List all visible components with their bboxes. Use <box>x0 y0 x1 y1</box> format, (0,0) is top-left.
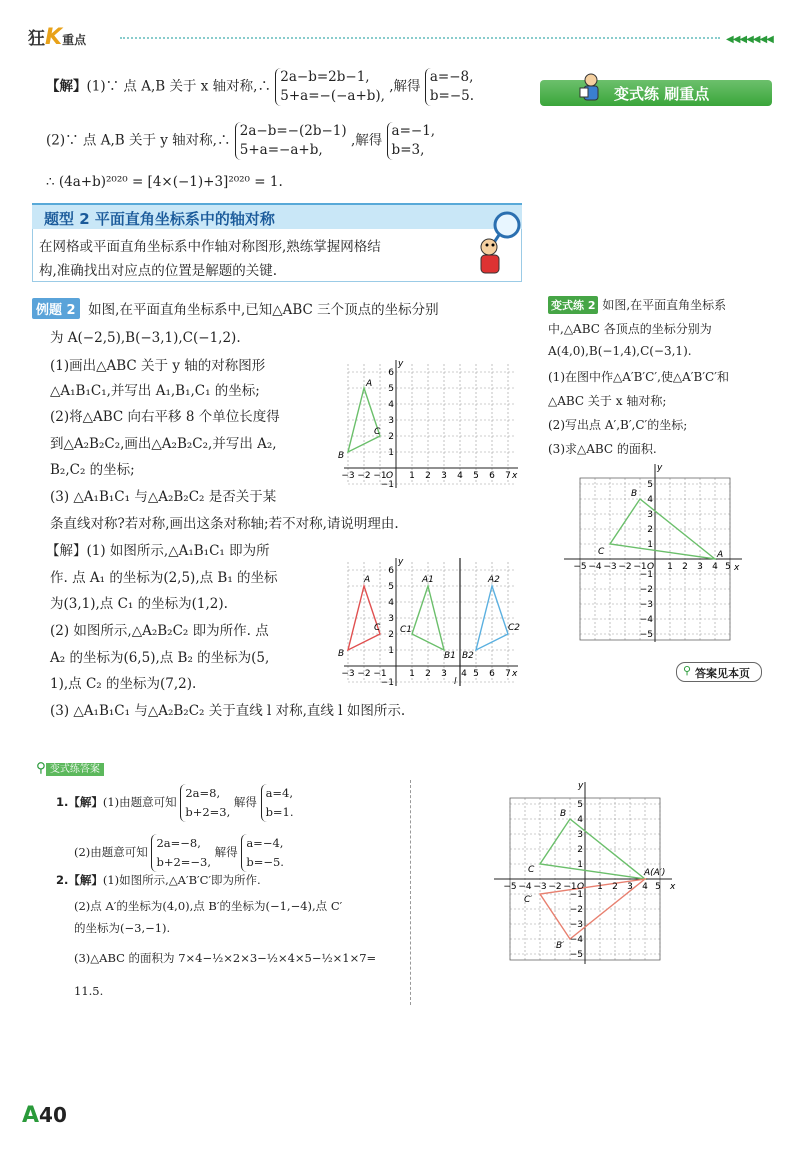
solution-line-3: ∴ (4a+b)²⁰²⁰ = [4×(−1)+3]²⁰²⁰ = 1. <box>46 174 283 190</box>
y-tick: −4 <box>569 935 583 945</box>
variant-2-tag: 变式练 2 <box>548 296 598 314</box>
solution-line-2: (2)∵ 点 A,B 关于 y 轴对称,∴ 2a−b=−(2b−1) 5+a=−a+b, ,解得 a=−1, b=3, <box>46 123 436 158</box>
point-label-A: A <box>366 379 373 389</box>
x-tick: 1 <box>409 669 415 679</box>
y-tick: 1 <box>388 646 394 656</box>
graph-example-2-question <box>334 358 524 488</box>
pin-icon: ⚲ <box>36 760 46 776</box>
point-label-B-prime: B′ <box>556 941 565 951</box>
x-tick: 6 <box>489 669 495 679</box>
example-2-line-4: (2)将△ABC 向右平移 8 个单位长度得 <box>50 409 280 425</box>
x-tick: −1 <box>373 471 387 481</box>
example-2-solution-3: (2) 如图所示,△A₂B₂C₂ 即为所作. 点 <box>50 623 269 639</box>
x-tick: 2 <box>425 669 431 679</box>
point-label-B: B <box>338 451 345 461</box>
y-tick: 4 <box>388 598 394 608</box>
y-tick: 4 <box>647 495 653 505</box>
graph-example-2-solution <box>334 556 524 686</box>
y-tick: 5 <box>577 800 583 810</box>
y-tick: 2 <box>388 630 394 640</box>
variant-2-line-5: (2)写出点 A′,B′,C′的坐标; <box>548 418 688 432</box>
point-label-A: A <box>717 550 724 560</box>
line-label-l: l <box>454 677 457 686</box>
point-label-B: B <box>338 649 345 659</box>
variant-2-line-2: A(4,0),B(−1,4),C(−3,1). <box>548 344 692 358</box>
point-label-C: C <box>374 427 381 437</box>
axis-label-y: y <box>578 781 584 791</box>
y-tick: 2 <box>577 845 583 855</box>
tip-line-2: 构,准确找出对应点的位置是解题的关键. <box>39 263 278 279</box>
student-figure-icon <box>578 72 604 104</box>
point-label-A2: A2 <box>488 575 500 585</box>
example-2-solution-2: 为(3,1),点 C₁ 的坐标为(1,2). <box>50 596 228 612</box>
y-tick: 6 <box>388 368 394 378</box>
y-tick: −1 <box>380 480 394 488</box>
x-tick: −4 <box>518 882 532 892</box>
y-tick: −3 <box>569 920 583 930</box>
origin-label: O <box>386 471 394 481</box>
graph-variant-2-answer <box>494 776 684 966</box>
x-tick: 1 <box>597 882 603 892</box>
x-tick: 5 <box>655 882 661 892</box>
origin-label: O <box>647 562 655 572</box>
answer-2-line-1: 2.【解】(1)如图所示,△A′B′C′即为所作. <box>56 873 261 887</box>
x-tick: −1 <box>563 882 577 892</box>
point-label-A1: A1 <box>422 575 434 585</box>
x-tick: 1 <box>409 471 415 481</box>
origin-label: O <box>577 882 585 892</box>
y-tick: −4 <box>639 615 653 625</box>
x-tick: 4 <box>642 882 648 892</box>
axis-label-y: y <box>398 557 404 567</box>
header-arrows-icon: ◀◀◀◀◀◀◀ <box>726 34 773 45</box>
variant-2-line-4: △ABC 关于 x 轴对称; <box>548 394 667 408</box>
y-tick: 3 <box>388 416 394 426</box>
x-tick: −3 <box>341 669 355 679</box>
y-tick: 2 <box>388 432 394 442</box>
axis-label-x: x <box>512 471 518 481</box>
x-tick: −3 <box>603 562 617 572</box>
y-tick: 3 <box>577 830 583 840</box>
x-tick: −1 <box>633 562 647 572</box>
variant-practice-banner: 变式练 刷重点 <box>540 80 772 106</box>
variant-2-line-1: 中,△ABC 各顶点的坐标分别为 <box>548 322 712 336</box>
y-tick: 1 <box>577 860 583 870</box>
axis-label-x: x <box>734 563 740 573</box>
answer-2-line-2: (2)点 A′的坐标为(4,0),点 B′的坐标为(−1,−4),点 C′ <box>74 899 343 913</box>
x-tick: 5 <box>473 669 479 679</box>
point-label-A: A(A′) <box>644 868 666 878</box>
example-2-line-1: 为 A(−2,5),B(−3,1),C(−1,2). <box>50 330 241 346</box>
variant-2-line-0: 变式练 2 如图,在平面直角坐标系 <box>548 296 726 314</box>
example-2-solution-1: 作. 点 A₁ 的坐标为(2,5),点 B₁ 的坐标 <box>50 570 278 586</box>
variant-2-line-3: (1)在图中作△A′B′C′,使△A′B′C′和 <box>548 370 729 384</box>
x-tick: 2 <box>425 471 431 481</box>
x-tick: −5 <box>503 882 517 892</box>
y-tick: 5 <box>647 480 653 490</box>
x-tick: 3 <box>441 669 447 679</box>
y-tick: 6 <box>388 566 394 576</box>
x-tick: 7 <box>505 471 511 481</box>
example-2-tag: 例题 2 <box>32 298 80 319</box>
answer-link-label: 答案见本页 <box>695 667 750 680</box>
header-divider <box>120 37 720 39</box>
tip-line-1: 在网格或平面直角坐标系中作轴对称图形,熟练掌握网格结 <box>39 239 381 255</box>
axis-label-y: y <box>398 359 404 369</box>
location-pin-icon: ⚲ <box>683 664 692 677</box>
x-tick: 4 <box>712 562 718 572</box>
solution-line-1: 【解】(1)∵ 点 A,B 关于 x 轴对称,∴ 2a−b=2b−1, 5+a=−(−a+b), ,解得 a=−8, b=−5. <box>46 69 475 104</box>
y-tick: −5 <box>639 630 653 640</box>
y-tick: −2 <box>569 905 583 915</box>
answer-1-line-1: 1.【解】(1)由题意可知 2a=8, b+2=3, 解得 a=4, b=1. <box>56 784 294 822</box>
topic-tip-box <box>32 229 522 282</box>
y-tick: 3 <box>388 614 394 624</box>
point-label-B1: B1 <box>444 651 456 661</box>
example-2-solution-5: 1),点 C₂ 的坐标为(7,2). <box>50 676 197 692</box>
answer-link-button[interactable] <box>676 662 762 682</box>
axis-label-x: x <box>670 882 676 892</box>
y-tick: −1 <box>639 570 653 580</box>
answers-divider <box>410 780 411 1005</box>
topic-title-bar: 题型 2 平面直角坐标系中的轴对称 <box>32 203 522 231</box>
y-tick: −1 <box>380 678 394 686</box>
axis-label-y: y <box>657 463 663 473</box>
y-tick: −5 <box>569 950 583 960</box>
x-tick: 7 <box>505 669 511 679</box>
y-tick: −1 <box>569 890 583 900</box>
y-tick: 4 <box>388 400 394 410</box>
y-tick: 2 <box>647 525 653 535</box>
x-tick: 2 <box>612 882 618 892</box>
answer-2-line-3: 的坐标为(−3,−1). <box>74 921 171 935</box>
y-tick: 4 <box>577 815 583 825</box>
x-tick: 4 <box>461 669 467 679</box>
x-tick: 1 <box>667 562 673 572</box>
point-label-C-prime: C′ <box>524 895 533 905</box>
example-2-solution-4: A₂ 的坐标为(6,5),点 B₂ 的坐标为(5, <box>50 650 270 666</box>
point-label-A: A <box>364 575 371 585</box>
x-tick: −3 <box>533 882 547 892</box>
y-tick: 3 <box>647 510 653 520</box>
y-tick: 5 <box>388 384 394 394</box>
x-tick: −3 <box>341 471 355 481</box>
point-label-C: C <box>528 865 535 875</box>
x-tick: 4 <box>457 471 463 481</box>
x-tick: 3 <box>627 882 633 892</box>
example-2-line-8: 条直线对称?若对称,画出这条对称轴;若不对称,请说明理由. <box>50 516 399 532</box>
example-2-line-3: △A₁B₁C₁,并写出 A₁,B₁,C₁ 的坐标; <box>50 383 260 399</box>
x-tick: −2 <box>357 669 371 679</box>
variant-2-line-6: (3)求△ABC 的面积. <box>548 442 657 456</box>
point-label-B: B <box>631 489 638 499</box>
x-tick: 5 <box>473 471 479 481</box>
point-label-C: C <box>598 547 605 557</box>
point-label-B: B <box>560 809 567 819</box>
x-tick: 3 <box>441 471 447 481</box>
page-number: A40 <box>22 1103 67 1128</box>
example-2-line-5: 到△A₂B₂C₂,画出△A₂B₂C₂,并写出 A₂, <box>50 436 277 452</box>
example-2-solution-6: (3) △A₁B₁C₁ 与△A₂B₂C₂ 关于直线 l 对称,直线 l 如图所示. <box>50 703 406 719</box>
example-2-solution-0: 【解】(1) 如图所示,△A₁B₁C₁ 即为所 <box>46 543 270 559</box>
example-2-line-7: (3) △A₁B₁C₁ 与△A₂B₂C₂ 是否关于某 <box>50 489 277 505</box>
answers-title: ⚲ 变式练答案 <box>36 760 104 776</box>
x-tick: −2 <box>357 471 371 481</box>
x-tick: −1 <box>373 669 387 679</box>
y-tick: −2 <box>639 585 653 595</box>
example-2-line-2: (1)画出△ABC 关于 y 轴的对称图形 <box>50 358 266 374</box>
answer-2-line-5: 11.5. <box>74 984 104 998</box>
example-2-line-0: 例题 2 如图,在平面直角坐标系中,已知△ABC 三个顶点的坐标分别 <box>32 298 439 319</box>
x-tick: −2 <box>548 882 562 892</box>
x-tick: 6 <box>489 471 495 481</box>
axis-label-x: x <box>512 669 518 679</box>
brand-logo: 狂K重点 <box>28 25 87 50</box>
magnifier-cartoon-icon <box>473 207 523 279</box>
graph-variant-2-question <box>564 462 744 642</box>
x-tick: −5 <box>573 562 587 572</box>
x-tick: 3 <box>697 562 703 572</box>
x-tick: −2 <box>618 562 632 572</box>
example-2-line-6: B₂,C₂ 的坐标; <box>50 462 135 478</box>
x-tick: 5 <box>725 562 731 572</box>
x-tick: −4 <box>588 562 602 572</box>
answer-1-line-2: (2)由题意可知 2a=−8, b+2=−3, 解得 a=−4, b=−5. <box>74 834 284 872</box>
y-tick: 1 <box>388 448 394 458</box>
x-tick: 2 <box>682 562 688 572</box>
y-tick: −3 <box>639 600 653 610</box>
point-label-C1: C1 <box>400 625 413 635</box>
y-tick: 1 <box>647 540 653 550</box>
point-label-C: C <box>374 623 381 633</box>
footer-logo-icon: A <box>22 1103 40 1128</box>
point-label-C2: C2 <box>508 623 521 633</box>
point-label-B2: B2 <box>462 651 474 661</box>
y-tick: 5 <box>388 582 394 592</box>
answer-2-line-4: (3)△ABC 的面积为 7×4−½×2×3−½×4×5−½×1×7= <box>74 951 377 965</box>
